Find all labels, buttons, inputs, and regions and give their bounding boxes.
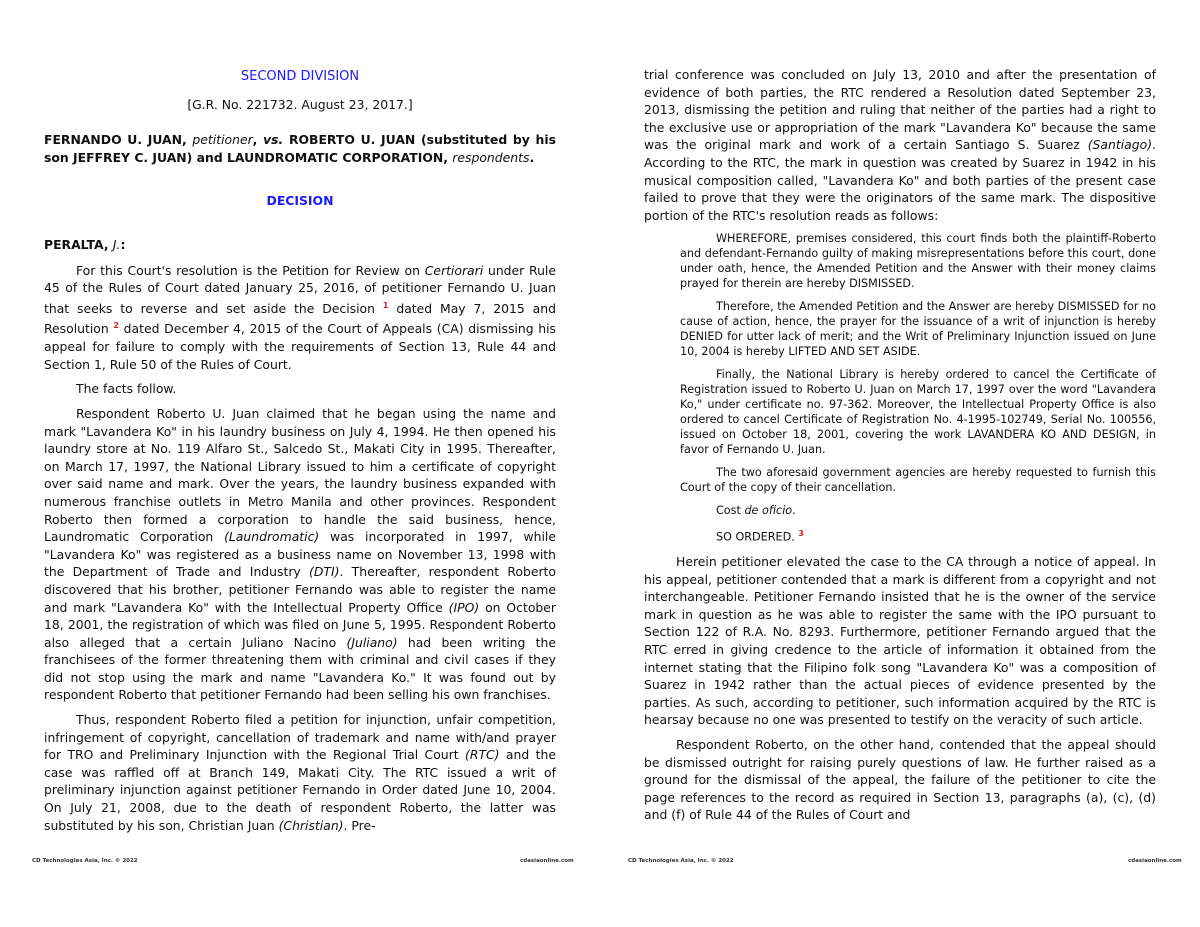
text-run: dated December 4, 2015 of the Court of Appeals (CA) dismissing his appeal for failure to comply with the requirements of Section 13, Rule 44 and Section 1, Rule 50 of the Rules of Court. [44,321,556,372]
ponente: PERALTA, J.: [44,236,126,252]
paragraph: Respondent Roberto, on the other hand, contended that the appeal should be dismissed outright for raising purely questions of law. He further raised as a ground for the dismissal of the appeal, the failure of the petitioner to cite the page references to the record as required in Section 13, paragraphs (a), (c), (d) and (f) of Rule 44 of the Rules of Court and [644,737,1156,823]
quote-paragraph: The two aforesaid government agencies are hereby requested to furnish this Court of the copy of their cancellation. [680,466,1156,495]
quote-paragraph: Therefore, the Amended Petition and the Answer are hereby DISMISSED for no cause of action, hence, the prayer for the issuance of a writ of injunction is hereby DENIED for utter lack of merit; and the Writ of Preliminary Injunction issued on June 10, 2004 is hereby LIFTED AND SET ASIDE. [680,300,1156,359]
footnote-ref-1[interactable]: 1 [382,300,389,310]
right-page [600,0,1200,927]
paragraph: Herein petitioner elevated the case to the CA through a notice of appeal. In his appeal, petitioner contended that a mark is different from a copyright and not interchangeable. Petitioner Fernando insisted that he is the owner of the service mark in question as he was able to register the same with the IPO pursuant to Section 122 of R.A. No. 8293. Furthermore, petitioner Fernando argued that the RTC erred in giving credence to the article of information it obtained from the internet stating that the Filipino folk song "Lavandera Ko" was a composition of Suarez in 1942 rather than the actual pieces of evidence presented by the parties. As such, according to petitioner, such information acquired by the RTC is hearsay because no one was presented to testify on the veracity of such article. [644,554,1156,728]
paragraph [44,262,556,374]
italic-run: (DTI) [309,564,340,580]
paragraph [44,711,556,834]
footer-site[interactable]: cdasiaonline.com [1128,858,1182,864]
italic-run: (Christian) [278,817,344,833]
text-run: and the case was raffled off at Branch 149, Makati City. The RTC issued a writ of preliminary injunction against petitioner Fernando in Order dated June 10, 2004. On July 21, 2008, due to the death of respondent Roberto, the latter was substituted by his son, Christian Juan [44,747,556,833]
text-run: under Rule 45 of the Rules of Court dated January 25, 2016, of petitioner Fernando U. Juan that seeks to reverse and set aside the Decision [44,262,556,316]
paragraph [644,66,1156,224]
italic-run: de oficio [744,504,793,518]
case-number: [G.R. No. 221732. August 23, 2017.] [187,96,413,112]
italic-run: Certiorari [424,262,484,278]
text-run: Thus, respondent Roberto filed a petition for injunction, unfair competition, infringement of copyright, cancellation of trademark and name with/and prayer for TRO and Preliminary Injunction with the Regional Trial Court [44,712,556,763]
text-run: . Thereafter, respondent Roberto discovered that his brother, petitioner Fernando was able to register the name and mark "Lavandera Ko" with the Intellectual Property Office [44,564,556,615]
italic-run: (Santiago) [1087,137,1153,153]
footer-copyright: CD Technologies Asia, Inc. © 2022 [32,858,138,864]
text-run: . Pre- [343,817,376,833]
text-run: Cost [716,504,745,518]
versus: vs. [263,132,284,148]
text-run: . According to the RTC, the mark in question was created by Suarez in 1942 in his musical composition called, "Lavandera Ko" and both parties of the present case failed to prove that they were the originators of the same mark. The dispositive portion of the RTC's resolution reads as follows: [644,137,1156,223]
footer-site[interactable]: cdasiaonline.com [520,858,574,864]
italic-run: (Laundromatic) [224,529,320,545]
quote-paragraph [680,526,1156,545]
text-run: had been writing the franchisees of the former threatening them with criminal and civil cases if they did not stop using the mark and name "Lavandera Ko." It was found out by respondent Roberto that petitioner Fernando had been selling his own franchises. [44,634,556,703]
paragraph [44,405,556,704]
italic-run: (RTC) [465,747,500,763]
footnote-ref-3[interactable]: 3 [798,529,804,539]
text-run: For this Court's resolution is the Petition for Review on [76,262,425,278]
text-run: dated May 7, 2015 and Resolution [44,300,556,337]
quote-paragraph [680,503,1156,518]
text-run: . [792,504,796,518]
text-run: SO ORDERED. [716,531,799,545]
text-run: on October 18, 2001, the registration of which was filed on June 5, 1995. Respondent Roberto also alleged that a certain Juliano Nacino [44,599,557,650]
ponente-suffix: J. [112,236,121,252]
text-run: trial conference was concluded on July 13, 2010 and after the presentation of evidence of both parties, the RTC rendered a Resolution dated September 23, 2013, dismissing the petition and ruling that neither of the parties had a right to the exclusive use or appropriation of the mark "Lavandera Ko" because the same was the original mark and work of a certain Santiago S. Suarez [644,67,1156,153]
respondents-role: respondents [452,149,530,165]
division-heading: SECOND DIVISION [240,69,360,84]
decision-title: DECISION [266,193,334,209]
left-column [44,66,556,841]
respondents-names: ROBERTO U. JUAN (substituted by his son JEFFREY C. JUAN) and LAUNDROMATIC CORPORATION [44,132,556,165]
petitioner-name: FERNANDO U. JUAN [44,132,183,148]
petitioner-role: petitioner [192,132,253,148]
footnote-ref-2[interactable]: 2 [113,321,119,331]
paragraph: The facts follow. [76,381,177,397]
text-run: Respondent Roberto U. Juan claimed that he began using the name and mark "Lavandera Ko" in his laundry business on July 4, 1994. He then opened his laundry store at No. 119 Alfaro St., Salcedo St., Makati City in 1995. Thereafter, on March 17, 1997, the National Library issued to him a certificate of copyright over said name and mark. Over the years, the laundry business expanded with numerous franchise outlets in Metro Manila and other provinces. Respondent Roberto then formed a corporation to handle the said business, hence, Laundromatic Corporation [44,405,556,545]
footer-copyright: CD Technologies Asia, Inc. © 2022 [628,858,734,864]
right-column [644,66,1156,831]
quote-paragraph: Finally, the National Library is hereby ordered to cancel the Certificate of Registration issued to Roberto U. Juan on March 17, 1997 over the word "Lavandera Ko," under certificate no. 97-362. Moreover, the Intellectual Property Office is also ordered to cancel Certificate of Registration No. 4-1995-102749, Serial No. 100556, issued on October 18, 2001, covering the work LAVANDERA KO AND DESIGN, in favor of Fernando U. Juan. [680,368,1156,457]
italic-run: (IPO) [448,599,480,615]
text-run: was incorporated in 1997, while "Lavandera Ko" was registered as a business name on November 13, 1998 with the Department of Trade and Industry [44,529,556,580]
ponente-name: PERALTA [44,236,104,252]
italic-run: (Juliano) [346,634,398,650]
quote-paragraph: WHEREFORE, premises considered, this court finds both the plaintiff-Roberto and defendant-Fernando guilty of making misrepresentations before this court, done under oath, hence, the Amended Petition and the Answer with their money claims prayed for therein are hereby DISMISSED. [680,232,1156,291]
case-parties: FERNANDO U. JUAN, petitioner, vs. ROBERTO U. JUAN (substituted by his son JEFFREY C. JUAN) and LAUNDROMATIC CORPORATION, respondents. [44,132,556,165]
